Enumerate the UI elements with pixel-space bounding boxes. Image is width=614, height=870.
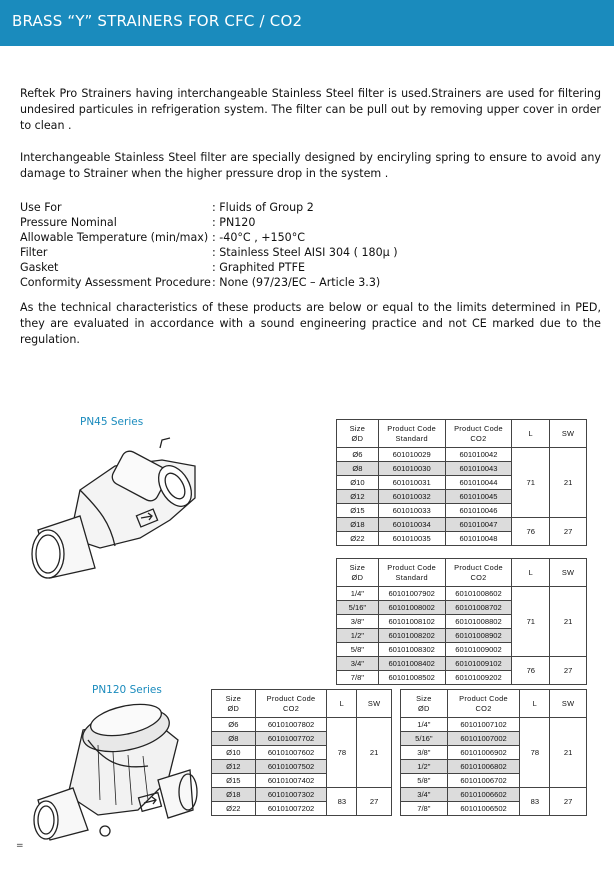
product-code-cell: 601010033 (378, 504, 445, 518)
col-header-co2: Product Code CO2 (447, 690, 520, 718)
size-cell: 5/8" (337, 643, 379, 657)
col-header-sw: SW (357, 690, 392, 718)
product-code-cell: 60101006902 (447, 746, 520, 760)
size-cell: Ø22 (337, 532, 379, 546)
size-cell: Ø10 (212, 746, 256, 760)
table-row (212, 788, 392, 802)
size-cell: 5/8" (401, 774, 448, 788)
pn45-strainer-image (20, 428, 200, 588)
col-header-l: L (520, 690, 550, 718)
col-header-l: L (512, 420, 550, 448)
table-row (212, 718, 392, 732)
spec-value: : Graphited PTFE (212, 261, 305, 274)
intro-paragraph-1: Reftek Pro Strainers having interchangeable Stainless Steel filter is used.Strainers are used for filtering undesired particules in refrigeration system. The filter can be pull out by removing upper cover in order to clean . (20, 87, 601, 132)
pn45-inch-table (336, 558, 587, 685)
size-cell: 1/2" (337, 629, 379, 643)
table-row (401, 718, 587, 732)
pn45-metric-table (336, 419, 587, 546)
col-header-standard: Product Code Standard (378, 420, 445, 448)
size-cell: 3/4" (401, 788, 448, 802)
product-code-cell: 601010046 (445, 504, 512, 518)
table-row (337, 518, 587, 532)
product-code-cell: 60101008802 (445, 615, 512, 629)
wrench-size-cell: 21 (550, 448, 587, 518)
col-header-size: Size ØD (337, 420, 379, 448)
spec-label: Pressure Nominal (20, 216, 117, 229)
product-code-cell: 60101008502 (378, 671, 445, 685)
size-cell: Ø12 (337, 490, 379, 504)
product-code-cell: 60101007702 (255, 732, 327, 746)
spec-list (20, 200, 398, 290)
spec-label: Use For (20, 201, 62, 214)
product-code-cell: 601010031 (378, 476, 445, 490)
product-code-cell: 60101008302 (378, 643, 445, 657)
spec-label: Conformity Assessment Procedure (20, 276, 211, 289)
product-code-cell: 601010030 (378, 462, 445, 476)
size-cell: Ø15 (212, 774, 256, 788)
product-code-cell: 60101008202 (378, 629, 445, 643)
col-header-size: Size ØD (401, 690, 448, 718)
size-cell: 5/16" (337, 601, 379, 615)
size-cell: 7/8" (401, 802, 448, 816)
length-cell: 76 (512, 657, 550, 685)
product-code-cell: 60101008402 (378, 657, 445, 671)
wrench-size-cell: 21 (550, 587, 587, 657)
size-cell: 5/16" (401, 732, 448, 746)
size-cell: 1/2" (401, 760, 448, 774)
table-row (337, 587, 587, 601)
col-header-co2: Product Code CO2 (445, 420, 512, 448)
product-code-cell: 601010045 (445, 490, 512, 504)
product-code-cell: 60101007002 (447, 732, 520, 746)
product-code-cell: 601010035 (378, 532, 445, 546)
wrench-size-cell: 27 (550, 657, 587, 685)
col-header-co2: Product Code CO2 (445, 559, 512, 587)
product-code-cell: 601010042 (445, 448, 512, 462)
product-code-cell: 60101008902 (445, 629, 512, 643)
col-header-l: L (512, 559, 550, 587)
length-cell: 83 (520, 788, 550, 816)
spec-value: : -40°C , +150°C (212, 231, 306, 244)
spec-value: : PN120 (212, 216, 256, 229)
product-code-cell: 60101008002 (378, 601, 445, 615)
spec-value: : Stainless Steel AISI 304 ( 180µ ) (212, 246, 398, 259)
product-code-cell: 60101008602 (445, 587, 512, 601)
size-cell: Ø18 (337, 518, 379, 532)
pn120-metric-table (211, 689, 392, 816)
col-header-sw: SW (550, 420, 587, 448)
pn120-series-label: PN120 Series (92, 684, 162, 696)
size-cell: Ø6 (212, 718, 256, 732)
pn120-inch-table (400, 689, 587, 816)
product-code-cell: 601010032 (378, 490, 445, 504)
size-cell: Ø22 (212, 802, 256, 816)
spec-value: : Fluids of Group 2 (212, 201, 314, 214)
product-code-cell: 60101007402 (255, 774, 327, 788)
wrench-size-cell: 27 (550, 788, 587, 816)
spec-row (20, 245, 398, 260)
size-cell: Ø15 (337, 504, 379, 518)
product-code-cell: 601010044 (445, 476, 512, 490)
product-code-cell: 60101006802 (447, 760, 520, 774)
size-cell: 3/4" (337, 657, 379, 671)
table-row (337, 657, 587, 671)
spec-label: Gasket (20, 261, 59, 274)
product-code-cell: 601010034 (378, 518, 445, 532)
spec-label: Allowable Temperature (min/max) (20, 231, 209, 244)
size-cell: 1/4" (337, 587, 379, 601)
col-header-l: L (327, 690, 357, 718)
product-code-cell: 60101007502 (255, 760, 327, 774)
compliance-note: As the technical characteristics of these products are below or equal to the limits determined in PED, they are evaluated in accordance with a sound engineering practice and not CE marked due to the regulation. (20, 301, 601, 346)
product-code-cell: 60101006602 (447, 788, 520, 802)
col-header-size: Size ØD (212, 690, 256, 718)
size-cell: Ø18 (212, 788, 256, 802)
wrench-size-cell: 27 (357, 788, 392, 816)
col-header-co2: Product Code CO2 (255, 690, 327, 718)
product-code-cell: 60101007302 (255, 788, 327, 802)
intro-paragraph-2: Interchangeable Stainless Steel filter are specially designed by enciryling spring to ensure to avoid any damage to Strainer when the higher pressure drop in the system . (20, 151, 601, 180)
size-cell: Ø8 (337, 462, 379, 476)
product-code-cell: 60101008102 (378, 615, 445, 629)
length-cell: 71 (512, 448, 550, 518)
product-code-cell: 601010043 (445, 462, 512, 476)
col-header-standard: Product Code Standard (378, 559, 445, 587)
footer-mark: = (16, 841, 24, 851)
col-header-sw: SW (550, 690, 587, 718)
product-code-cell: 60101009102 (445, 657, 512, 671)
product-code-cell: 60101006702 (447, 774, 520, 788)
length-cell: 78 (520, 718, 550, 788)
size-cell: 7/8" (337, 671, 379, 685)
pn45-series-label: PN45 Series (80, 416, 144, 428)
spec-row (20, 215, 398, 230)
product-code-cell: 60101008702 (445, 601, 512, 615)
spec-row (20, 260, 398, 275)
product-code-cell: 60101007602 (255, 746, 327, 760)
product-code-cell: 60101006502 (447, 802, 520, 816)
size-cell: Ø12 (212, 760, 256, 774)
product-code-cell: 60101007202 (255, 802, 327, 816)
spec-value: : None (97/23/EC – Article 3.3) (212, 276, 381, 289)
page-title: BRASS “Y” STRAINERS FOR CFC / CO2 (12, 12, 303, 30)
length-cell: 83 (327, 788, 357, 816)
product-code-cell: 60101007102 (447, 718, 520, 732)
size-cell: Ø10 (337, 476, 379, 490)
length-cell: 71 (512, 587, 550, 657)
page-header (0, 0, 614, 46)
spec-label: Filter (20, 246, 48, 259)
table-row (401, 788, 587, 802)
length-cell: 78 (327, 718, 357, 788)
pn120-strainer-image (28, 700, 198, 845)
col-header-sw: SW (550, 559, 587, 587)
spec-row (20, 275, 398, 290)
table-row (337, 448, 587, 462)
product-code-cell: 60101009202 (445, 671, 512, 685)
wrench-size-cell: 27 (550, 518, 587, 546)
size-cell: Ø6 (337, 448, 379, 462)
product-code-cell: 601010048 (445, 532, 512, 546)
size-cell: Ø8 (212, 732, 256, 746)
col-header-size: Size ØD (337, 559, 379, 587)
product-code-cell: 60101007902 (378, 587, 445, 601)
length-cell: 76 (512, 518, 550, 546)
size-cell: 3/8" (401, 746, 448, 760)
product-code-cell: 601010047 (445, 518, 512, 532)
wrench-size-cell: 21 (357, 718, 392, 788)
spec-row (20, 230, 398, 245)
product-code-cell: 601010029 (378, 448, 445, 462)
wrench-size-cell: 21 (550, 718, 587, 788)
product-code-cell: 60101009002 (445, 643, 512, 657)
spec-row (20, 200, 398, 215)
size-cell: 3/8" (337, 615, 379, 629)
product-code-cell: 60101007802 (255, 718, 327, 732)
size-cell: 1/4" (401, 718, 448, 732)
